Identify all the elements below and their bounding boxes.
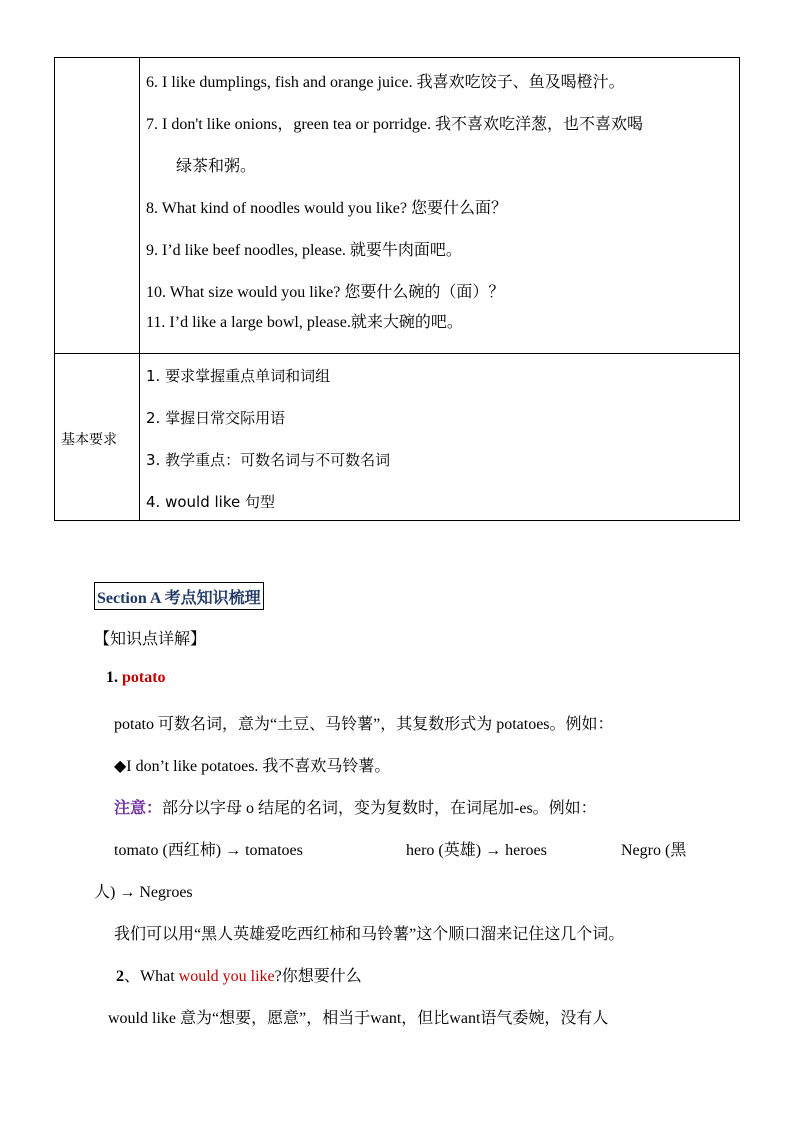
requirement-2: 2. 掌握日常交际用语: [146, 409, 286, 427]
section-title: Section A 考点知识梳理: [94, 582, 264, 610]
example-tomato: tomato (西红柿) → tomatoes: [114, 842, 303, 859]
point-1-heading: [106, 669, 166, 687]
mnemonic-line: 我们可以用“黑人英雄爱吃西红柿和马铃薯”这个顺口溜来记住这几个词。: [114, 926, 625, 943]
point-2-definition: would like 意为“想要，愿意”，相当于want，但比want语气委婉，没有人: [108, 1010, 609, 1027]
knowledge-heading: 【知识点详解】: [94, 631, 207, 648]
sentence-11: 11. I’d like a large bowl, please.就来大碗的吧。: [146, 314, 463, 331]
sentence-7-cont: 绿茶和粥。: [176, 158, 257, 175]
point-1-example: ◆I don’t like potatoes. 我不喜欢马铃薯。: [114, 758, 391, 775]
sentence-10: 10. What size would you like? 您要什么碗的（面）？: [146, 284, 505, 301]
example-negro-part2: 人) → Negroes: [94, 884, 193, 901]
note-text: 部分以字母 o 结尾的名词，变为复数时，在词尾加-es。例如：: [162, 800, 597, 817]
sentence-7: 7. I don't like onions，green tea or porridge. 我不喜欢吃洋葱，也不喜欢喝: [146, 116, 644, 133]
point-2-heading: [116, 963, 362, 986]
requirement-4: 4. would like 句型: [146, 493, 275, 511]
point-2-number: 2: [116, 968, 124, 985]
sentence-8: 8. What kind of noodles would you like? 您要什么面？: [146, 200, 508, 217]
example-hero: hero (英雄) → heroes: [406, 842, 547, 859]
example-negro-part1: Negro (黑: [621, 842, 687, 859]
point-1-number: 1.: [106, 669, 118, 686]
point-1-word: potato: [122, 669, 166, 686]
note-label: 注意：: [114, 800, 163, 817]
point-2-sep: 、What: [124, 968, 179, 985]
requirement-3: 3. 教学重点：可数名词与不可数名词: [146, 451, 391, 469]
table-column-divider: [139, 58, 140, 520]
note-line: [114, 795, 597, 818]
requirements-label: 基本要求: [61, 432, 117, 448]
sentence-6: 6. I like dumplings, fish and orange juice. 我喜欢吃饺子、鱼及喝橙汁。: [146, 74, 625, 91]
point-1-definition: potato 可数名词，意为“土豆、马铃薯”，其复数形式为 potatoes。例如：: [114, 716, 614, 733]
requirement-1: 1. 要求掌握重点单词和词组: [146, 367, 331, 385]
sentence-9: 9. I’d like beef noodles, please. 就要牛肉面吧。: [146, 242, 462, 259]
point-2-rest: ?你想要什么: [274, 968, 362, 985]
table-row-divider: [55, 353, 739, 354]
point-2-phrase: would you like: [178, 968, 275, 985]
